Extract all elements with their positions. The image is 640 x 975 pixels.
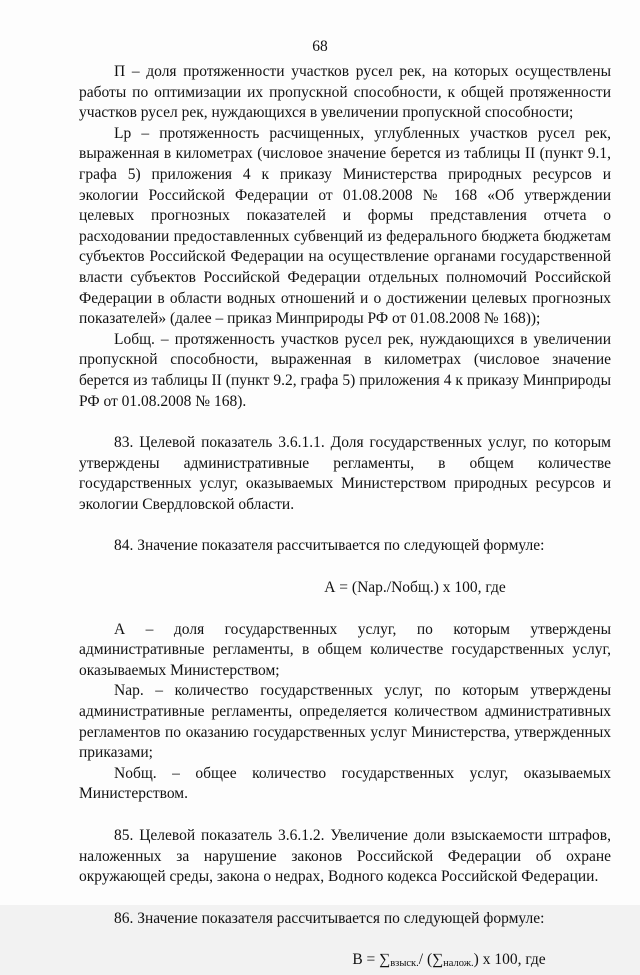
formula-B: [79, 950, 611, 975]
formula-B-sub-vzysk: взыск.: [390, 958, 419, 970]
formula-B-middle: / (∑: [418, 951, 444, 969]
item-85: 85. Целевой показатель 3.6.1.2. Увеличение доли взыскаемости штрафов, наложенных за нарушение законов Российской Федерации об охране окружающей среды, закона о недрах, Водного кодекса Российской Федерации.: [79, 827, 611, 886]
definition-Lobsh: Lобщ. – протяженность участков русел рек, нуждающихся в увеличении пропускной способности, выраженная в километрах (числовое значение берется из таблицы II (пункт 9.2, графа 5) приложения 4 к приказу Минприроды РФ от 01.08.2008 № 168).: [79, 330, 611, 410]
definition-A: А – доля государственных услуг, по которым утверждены административные регламенты, в общем количестве государственных услуг, оказываемых Министерством;: [79, 620, 611, 679]
item-83: 83. Целевой показатель 3.6.1.1. Доля государственных услуг, по которым утверждены административные регламенты, в общем количестве государственных услуг, оказываемых Министерством природных ресурсов и экологии Свердловской области.: [79, 434, 611, 513]
definition-P: П – доля протяженности участков русел рек, на которых осуществлены работы по оптимизации их пропускной способности, к общей протяженности участков русел рек, нуждающихся в увеличении пропускной способности;: [79, 63, 611, 122]
definition-Nap: Nap. – количество государственных услуг, по которым утверждены административные регламенты, определяется количеством административных регламентов по оказанию государственных услуг Министерства, утвержденных приказами;: [79, 682, 611, 762]
definition-Nobsh: Nобщ. – общее количество государственных услуг, оказываемых Министерством.: [79, 764, 611, 803]
formula-B-prefix: В = ∑: [352, 951, 391, 969]
formula-A: А = (Nap./Nобщ.) х 100, где: [324, 579, 506, 597]
item-84: 84. Значение показателя рассчитывается по следующей формуле:: [114, 537, 545, 555]
page-number: 68: [312, 38, 328, 55]
item-86: 86. Значение показателя рассчитывается по следующей формуле:: [114, 909, 545, 927]
formula-B-sub-nalozh: налож.: [443, 958, 474, 970]
definition-Lp: Lp – протяженность расчищенных, углубленных участков русел рек, выраженная в километрах (числовое значение берется из таблицы II (пункт 9.1, графа 5) приложения 4 к приказу Министерства природных ресурсов и экологии Российской Федерации от 01.08.2008 № 168 «Об утверждении целевых прогнозных показателей и формы представления отчета о расходовании предоставленных субвенций из федерального бюджета бюджетам субъектов Российской Федерации на осуществление органами государственной власти субъектов Российской Федерации отдельных полномочий Российской Федерации в области водных отношений и о достижении целевых прогнозных показателей» (далее – приказ Минприроды РФ от 01.08.2008 № 168));: [79, 124, 611, 328]
formula-B-suffix: ) х 100, где: [473, 951, 546, 969]
document-body: [79, 62, 611, 975]
